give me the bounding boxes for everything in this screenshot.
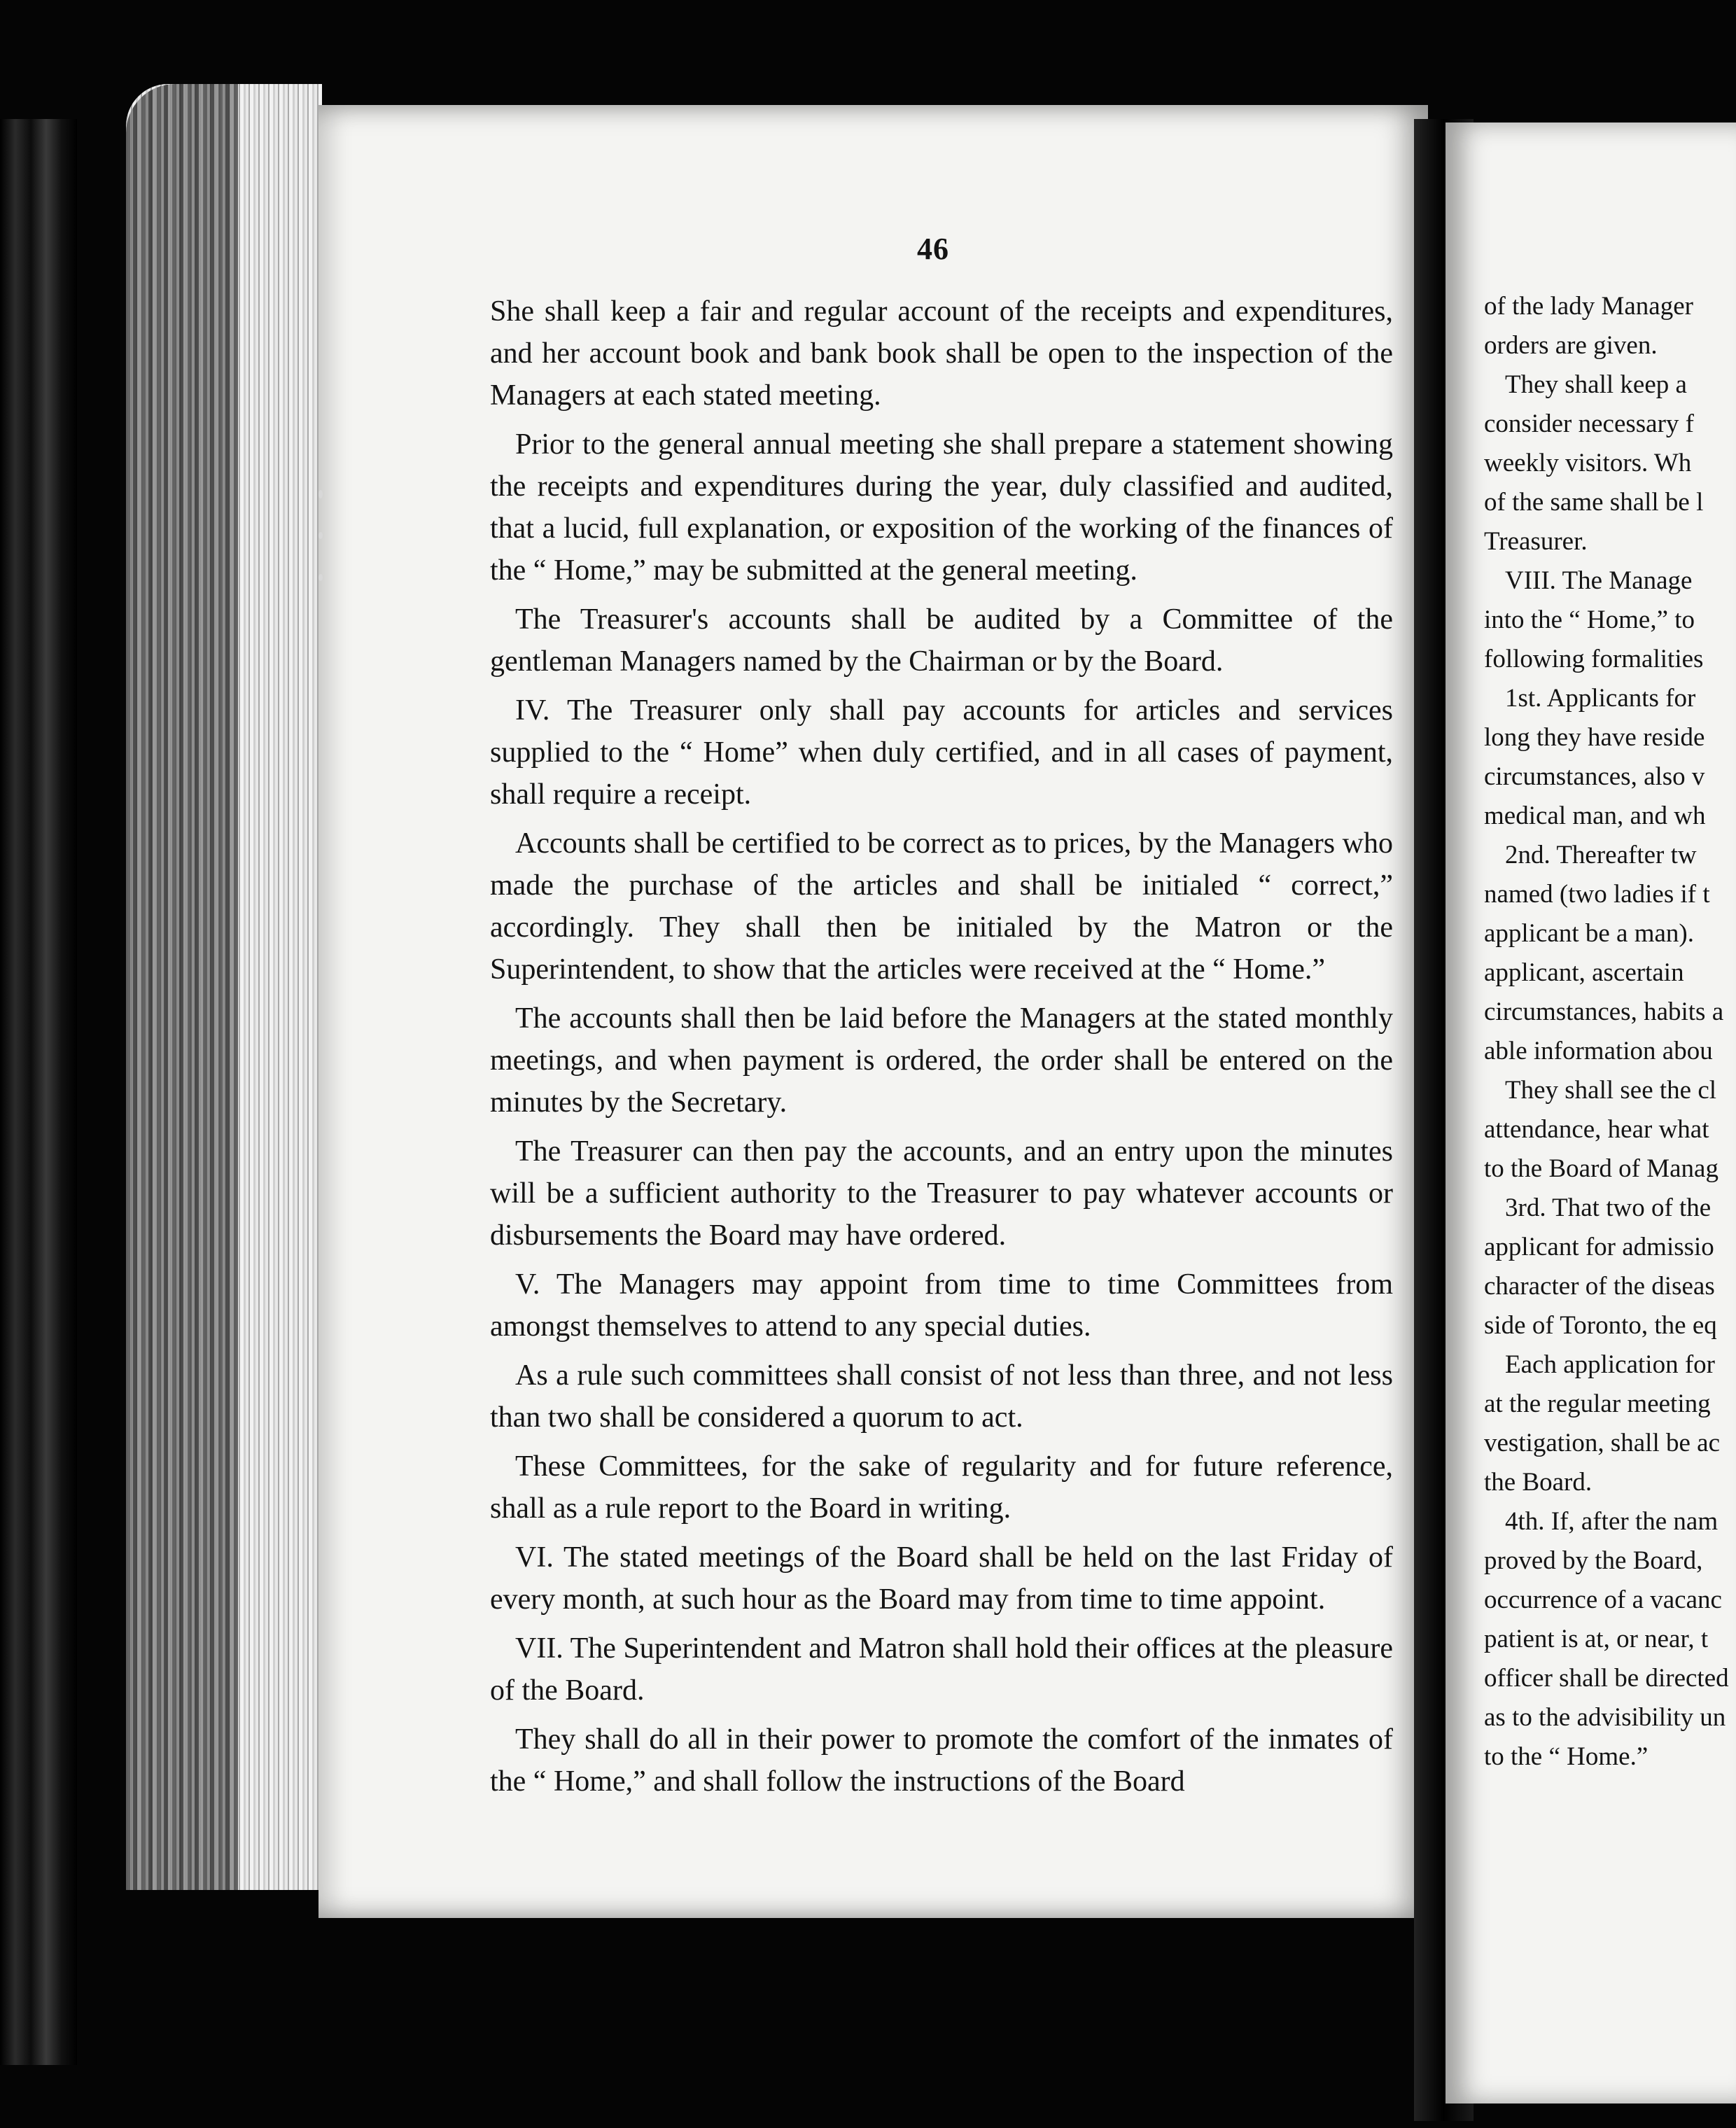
text-line: side of Toronto, the eq (1484, 1311, 1717, 1340)
text-line: 3rd. That two of the (1505, 1194, 1712, 1222)
text-line: of the same shall be l (1484, 488, 1704, 517)
paragraph: The Treasurer can then pay the accounts, and an entry upon the minutes will be a sufficient authority to the Treasurer to pay whatever accounts or disbursements the Board may have ordered. (490, 1135, 1393, 1252)
text-line: consider necessary f (1484, 410, 1694, 438)
page-number: 46 (917, 232, 949, 266)
left-page-body (490, 290, 1393, 1809)
text-line: vestigation, shall be ac (1484, 1429, 1721, 1457)
text-line: Each application for (1505, 1350, 1715, 1379)
text-line: VIII. The Manage (1505, 566, 1693, 595)
text-line: at the regular meeting (1484, 1390, 1711, 1418)
text-line: long they have reside (1484, 723, 1705, 752)
text-line: Treasurer. (1484, 527, 1588, 556)
paragraph: She shall keep a fair and regular account of the receipts and expenditures, and her account book and bank book shall be open to the inspection of the Managers at each stated meeting. (490, 295, 1393, 412)
paragraph: These Committees, for the sake of regularity and for future reference, shall as a rule report to the Board in writing. (490, 1450, 1393, 1525)
text-line: circumstances, habits a (1484, 997, 1724, 1026)
text-line: as to the advisibility un (1484, 1703, 1726, 1732)
text-line: character of the diseas (1484, 1272, 1715, 1301)
text-line: orders are given. (1484, 331, 1658, 360)
paragraph: IV. The Treasurer only shall pay accounts for articles and services supplied to the “ Home” when duly certified, and in all cases of payment, shall require a receipt. (490, 694, 1393, 811)
paragraph: Prior to the general annual meeting she shall prepare a statement showing the receipts and expenditures during the year, duly classified and audited, that a lucid, full explanation, or exposition of the working of the finances of the “ Home,” may be submitted at the general meeting. (490, 428, 1393, 587)
text-line: into the “ Home,” to (1484, 606, 1695, 634)
text-line: occurrence of a vacanc (1484, 1586, 1722, 1614)
text-line: weekly visitors. Wh (1484, 449, 1692, 477)
margin-mark (318, 490, 323, 498)
text-line: following formalities (1484, 645, 1704, 673)
text-line: to the Board of Manag (1484, 1154, 1718, 1183)
page-stack-shadow (126, 84, 238, 1890)
paragraph: VI. The stated meetings of the Board shall be held on the last Friday of every month, at such hour as the Board may from time to time appoint. (490, 1541, 1393, 1616)
text-line: able information abou (1484, 1037, 1713, 1065)
text-line: 2nd. Thereafter tw (1505, 841, 1697, 869)
text-line: attendance, hear what (1484, 1115, 1709, 1144)
text-line: the Board. (1484, 1468, 1592, 1497)
right-page-body (1484, 287, 1736, 1777)
text-line: They shall see the cl (1505, 1076, 1717, 1105)
text-line: named (two ladies if t (1484, 880, 1710, 909)
paragraph: They shall do all in their power to promote the comfort of the inmates of the “ Home,” and shall follow the instructions of the Board (490, 1723, 1393, 1798)
text-line: to the “ Home.” (1484, 1742, 1648, 1771)
text-line: of the lady Manager (1484, 292, 1693, 321)
paragraph: VII. The Superintendent and Matron shall hold their offices at the pleasure of the Board. (490, 1632, 1393, 1707)
paragraph: Accounts shall be certified to be correct as to prices, by the Managers who made the purchase of the articles and shall be initialed “ correct,” accordingly. They shall then be initialed by the Matron or the Superintendent, to show that the articles were received at the “ Home.” (490, 827, 1393, 986)
paragraph: The accounts shall then be laid before the Managers at the stated monthly meetings, and when payment is ordered, the order shall be entered on the minutes by the Secretary. (490, 1002, 1393, 1119)
book-spine-edge (0, 119, 77, 2065)
text-line: 4th. If, after the nam (1505, 1507, 1718, 1536)
paragraph: The Treasurer's accounts shall be audited by a Committee of the gentleman Managers named by the Chairman or by the Board. (490, 603, 1393, 678)
text-line: They shall keep a (1505, 370, 1687, 399)
text-line: applicant be a man). (1484, 919, 1694, 948)
text-line: officer shall be directed (1484, 1664, 1729, 1693)
text-line: applicant for admissio (1484, 1233, 1714, 1261)
text-line: circumstances, also v (1484, 762, 1705, 791)
text-line: proved by the Board, (1484, 1546, 1703, 1575)
text-line: medical man, and wh (1484, 802, 1706, 830)
margin-mark (318, 532, 323, 539)
text-line: applicant, ascertain (1484, 958, 1684, 987)
text-line: 1st. Applicants for (1505, 684, 1696, 713)
paragraph: V. The Managers may appoint from time to time Committees from amongst themselves to attend to any special duties. (490, 1268, 1393, 1343)
margin-mark (318, 574, 323, 581)
paragraph: As a rule such committees shall consist of not less than three, and not less than two shall be considered a quorum to act. (490, 1359, 1393, 1434)
text-line: patient is at, or near, t (1484, 1625, 1709, 1653)
